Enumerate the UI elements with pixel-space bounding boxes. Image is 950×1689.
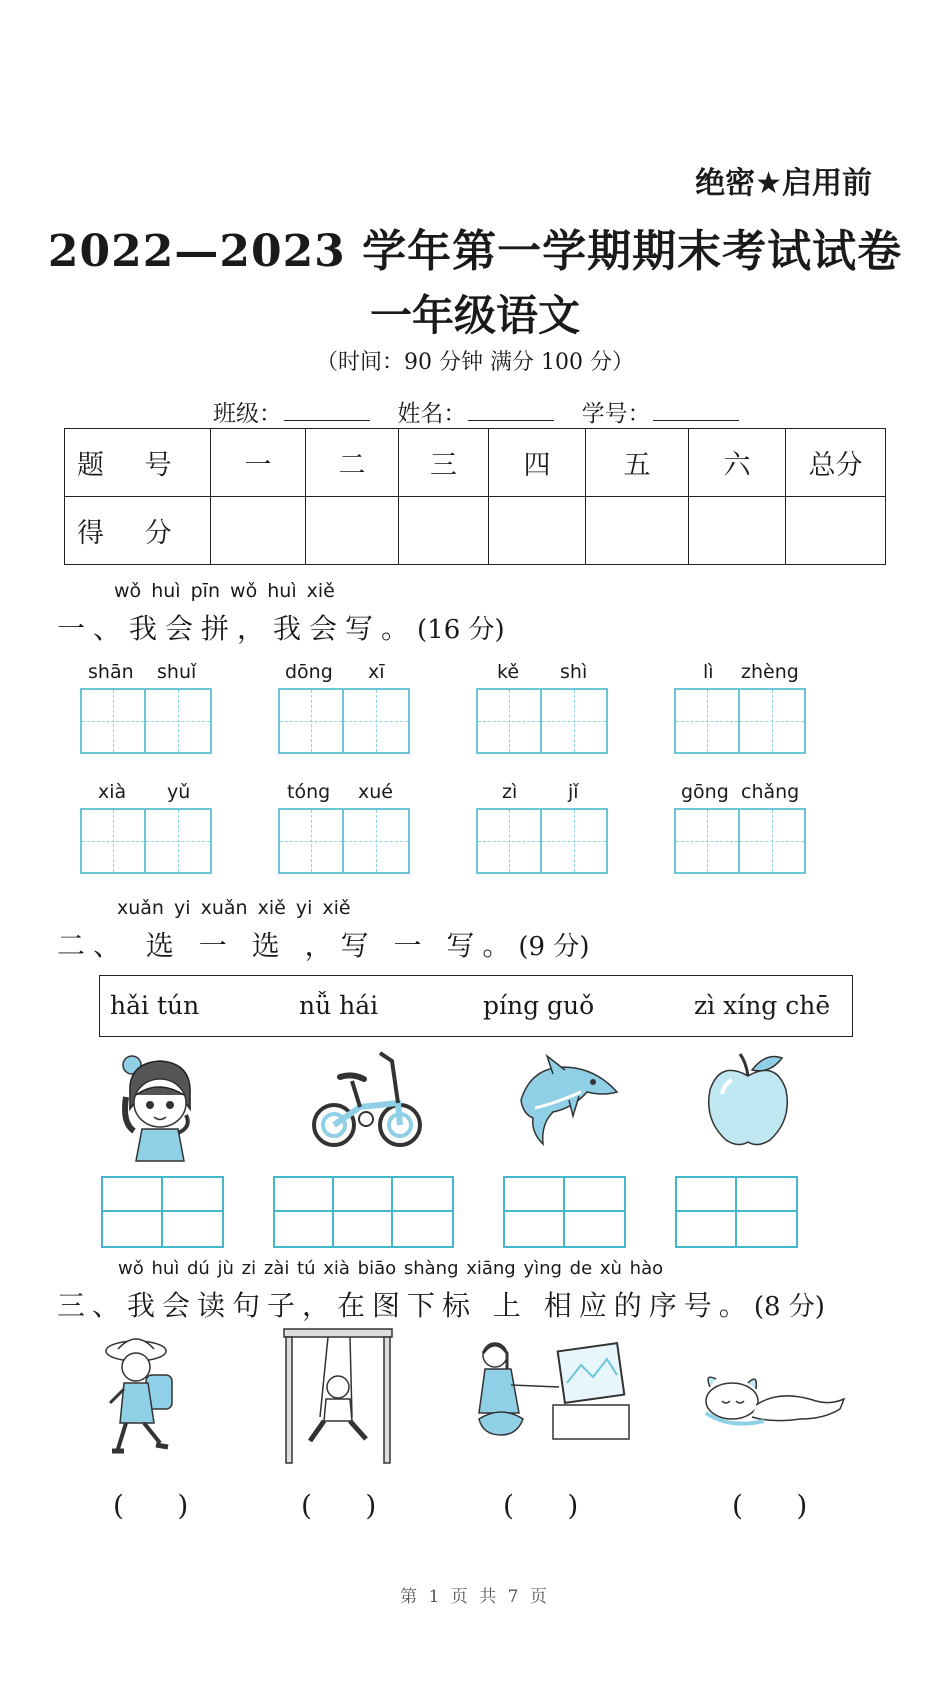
name-label: 姓名： [397, 401, 467, 427]
score-cell[interactable] [689, 497, 786, 565]
student-no-field[interactable] [653, 402, 739, 421]
swing-illustration [280, 1325, 396, 1465]
answer-grid[interactable] [503, 1176, 626, 1248]
answer-parentheses[interactable]: ( ) [301, 1489, 377, 1522]
option-label: píng guǒ [483, 991, 595, 1020]
pinyin-label: dōng [285, 661, 333, 683]
q2-pinyin: xuǎn yi xuǎn xiě yi xiě [117, 897, 351, 919]
q3-points: (8 分) [753, 1292, 825, 1322]
exam-title: 2022—2023 学年第一学期期末考试试卷 [47, 226, 903, 277]
q2-points: (9 分) [518, 932, 590, 962]
class-field[interactable] [284, 402, 370, 421]
column-header: 总分 [786, 429, 886, 497]
column-header: 二 [306, 429, 399, 497]
writing-grid[interactable] [476, 808, 608, 874]
option-label: zì xíng chē [694, 991, 831, 1020]
girl-illustration [110, 1053, 210, 1165]
pinyin-label: chǎng [741, 781, 800, 803]
dolphin-illustration [513, 1052, 621, 1147]
column-header: 三 [399, 429, 489, 497]
pinyin-label: gōng [681, 781, 729, 803]
writing-grid[interactable] [674, 808, 806, 874]
table-row [65, 497, 886, 565]
writing-grid[interactable] [278, 808, 410, 874]
q3-pinyin: wǒ huì dú jù zi zài tú xià biāo shàng xiāng yìng de xù hào [118, 1258, 664, 1279]
writing-grid[interactable] [476, 688, 608, 754]
pinyin-label: kě [497, 661, 520, 683]
score-cell[interactable] [211, 497, 306, 565]
q3-title-text: 三、我会读句子，在图下标 上 相应的序号。 [57, 1289, 754, 1322]
pinyin-label: yǔ [167, 781, 191, 803]
option-label: hǎi tún [110, 991, 200, 1020]
score-cell[interactable] [399, 497, 489, 565]
name-field[interactable] [468, 402, 554, 421]
answer-grid[interactable] [101, 1176, 224, 1248]
column-header: 五 [586, 429, 689, 497]
column-header: 六 [689, 429, 786, 497]
pinyin-label: zhèng [741, 661, 799, 683]
score-cell[interactable] [306, 497, 399, 565]
score-cell[interactable] [786, 497, 886, 565]
score-table [64, 428, 886, 565]
student-no-label: 学号： [581, 401, 651, 427]
pinyin-label: shì [560, 661, 588, 683]
writing-grid[interactable] [80, 688, 212, 754]
column-header: 四 [489, 429, 586, 497]
pinyin-label: xué [358, 781, 393, 803]
score-cell[interactable] [586, 497, 689, 565]
pinyin-label: xī [368, 661, 385, 683]
bicycle-illustration [308, 1047, 428, 1151]
option-label: nǚ hái [299, 991, 379, 1020]
confidential-label: 绝密★启用前 [695, 166, 872, 201]
row-header-score: 得 分 [65, 497, 211, 565]
apple-illustration [700, 1050, 796, 1150]
q1-title [57, 607, 505, 647]
q1-points: (16 分) [417, 615, 505, 645]
table-row [65, 429, 886, 497]
sleeping-puppy-illustration [700, 1365, 852, 1437]
pinyin-label: jǐ [568, 781, 579, 803]
pinyin-label: tóng [287, 781, 331, 803]
schoolgirl-illustration [100, 1333, 182, 1465]
q1-title-text: 一、我会拼，我会写。 [57, 612, 418, 645]
writing-grid[interactable] [278, 688, 410, 754]
writing-grid[interactable] [80, 808, 212, 874]
answer-parentheses[interactable]: ( ) [732, 1489, 808, 1522]
answer-parentheses[interactable]: ( ) [503, 1489, 579, 1522]
page-footer: 第 1 页 共 7 页 [400, 1587, 550, 1607]
answer-grid[interactable] [675, 1176, 798, 1248]
writing-grid[interactable] [674, 688, 806, 754]
time-info: （时间：90 分钟 满分 100 分） [316, 350, 634, 375]
column-header: 一 [211, 429, 306, 497]
row-header-question: 题 号 [65, 429, 211, 497]
q2-title-text: 二、 选 一 选 ，写 一 写。 [57, 929, 519, 962]
q1-pinyin: wǒ huì pīn wǒ huì xiě [114, 580, 335, 602]
q2-title [57, 924, 590, 964]
pinyin-label: lì [703, 661, 714, 683]
answer-grid[interactable] [273, 1176, 454, 1248]
girl-watching-tv-illustration [471, 1335, 633, 1459]
pinyin-label: xià [98, 781, 127, 803]
pinyin-label: zì [502, 781, 518, 803]
pinyin-label: shān [88, 661, 134, 683]
options-box [99, 975, 853, 1037]
class-label: 班级： [213, 401, 282, 427]
answer-parentheses[interactable]: ( ) [113, 1489, 189, 1522]
pinyin-label: shuǐ [157, 661, 197, 683]
q3-title [57, 1284, 825, 1324]
score-cell[interactable] [489, 497, 586, 565]
exam-subtitle: 一年级语文 [369, 291, 580, 340]
student-info-row [213, 395, 759, 428]
